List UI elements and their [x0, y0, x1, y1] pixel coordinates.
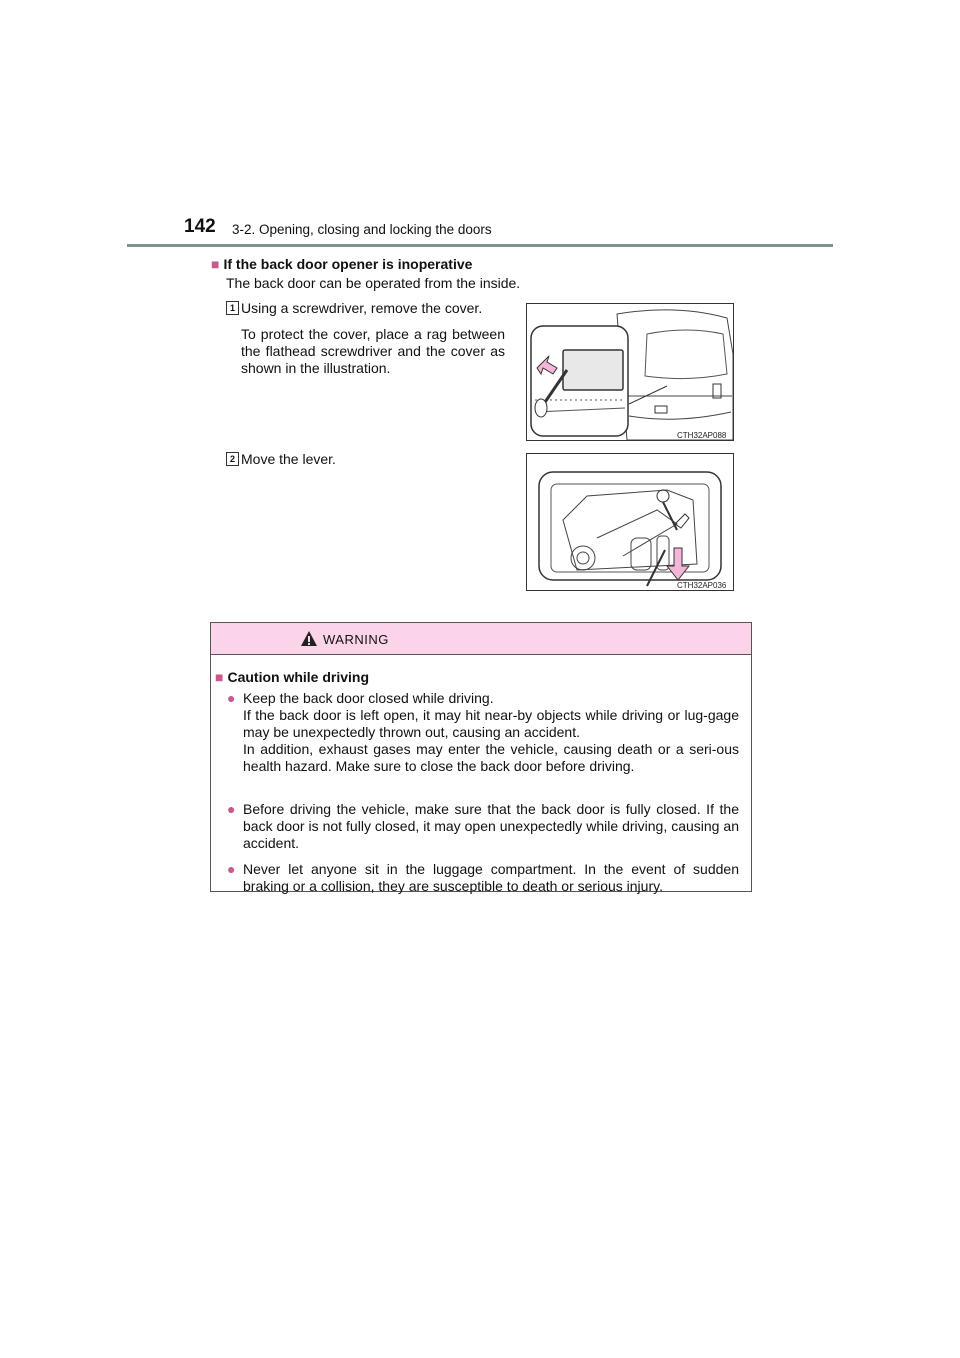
figure-remove-cover — [526, 303, 734, 441]
bullet-dot-icon: ● — [227, 801, 236, 817]
section-intro: The back door can be operated from the inside. — [226, 275, 521, 291]
step-1-badge: 1 — [226, 301, 239, 315]
figure-move-lever — [526, 453, 734, 591]
warning-bullet-text — [243, 690, 739, 775]
warning-triangle-icon — [300, 630, 318, 647]
bullet-dot-icon: ● — [227, 690, 236, 706]
back-door-cover-illustration — [527, 304, 733, 440]
square-bullet-icon: ■ — [215, 669, 224, 685]
warning-bullet-text: Before driving the vehicle, make sure that the back door is fully closed. If the back door is not fully closed, it may open unexpectedly while driving, causing an accident. — [243, 801, 739, 851]
warning-bullet — [227, 690, 739, 775]
warning-bullet-line: Keep the back door closed while driving. — [243, 690, 494, 706]
warning-bullet — [227, 861, 739, 895]
section-heading-text: If the back door opener is inoperative — [223, 256, 473, 272]
step-2-text: Move the lever. — [241, 451, 336, 467]
step-1-text: Using a screwdriver, remove the cover. — [241, 300, 483, 316]
warning-bullet-line: In addition, exhaust gases may enter the vehicle, causing death or a seri-ous health hazard. Make sure to close the back door before driving. — [243, 741, 739, 774]
warning-label: WARNING — [323, 632, 389, 647]
warning-bullet-text: Never let anyone sit in the luggage compartment. In the event of sudden braking or a collision, they are susceptible to death or serious injury. — [243, 861, 739, 894]
warning-heading — [215, 669, 369, 685]
step-1-note: To protect the cover, place a rag between the flathead screwdriver and the cover as shown in the illustration. — [241, 326, 505, 376]
step-2-badge: 2 — [226, 452, 239, 466]
section-heading — [211, 256, 472, 272]
warning-bullet-line: If the back door is left open, it may hit near-by objects while driving or lug-gage may be unexpectedly thrown out, causing an accident. — [243, 707, 739, 740]
figure-code: CTH32AP088 — [677, 431, 727, 440]
warning-heading-text: Caution while driving — [227, 669, 370, 685]
header-rule — [127, 244, 833, 247]
page-number: 142 — [184, 216, 216, 237]
square-bullet-icon: ■ — [211, 256, 220, 272]
lever-illustration — [527, 454, 733, 590]
warning-bullet — [227, 801, 739, 852]
running-header: 3-2. Opening, closing and locking the doors — [232, 222, 492, 237]
warning-box — [210, 622, 752, 892]
warning-header — [211, 623, 751, 655]
figure-code: CTH32AP036 — [677, 581, 727, 590]
bullet-dot-icon: ● — [227, 861, 236, 877]
